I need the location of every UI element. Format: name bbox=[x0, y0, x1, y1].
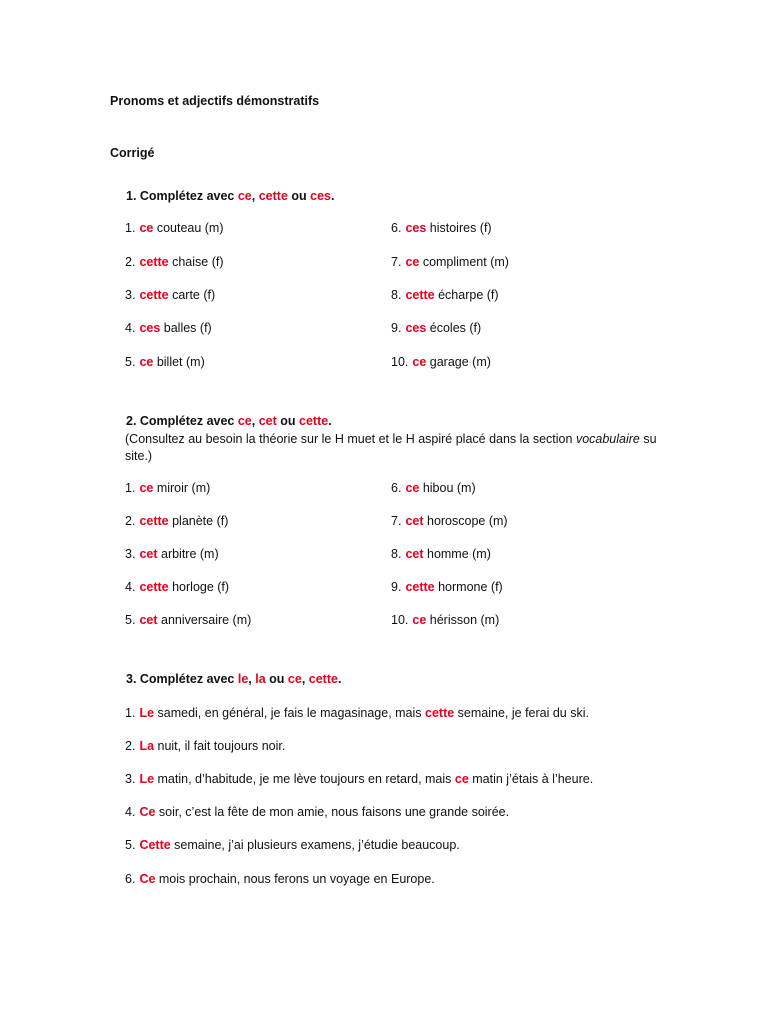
item-text: samedi, en général, je fais le magasinage, mais bbox=[154, 706, 426, 720]
item-text: hibou (m) bbox=[419, 481, 476, 495]
heading-term: ce bbox=[237, 189, 252, 203]
item-text: planète (f) bbox=[168, 514, 229, 528]
item-number: 3. bbox=[125, 547, 136, 561]
answer: ces bbox=[405, 221, 427, 235]
item-text: chaise (f) bbox=[168, 255, 224, 269]
list-item bbox=[391, 580, 503, 594]
item-text: soir, c’est la fête de mon amie, nous faisons une grande soirée. bbox=[155, 805, 510, 819]
item-number: 10. bbox=[391, 613, 409, 627]
item-text: écharpe (f) bbox=[434, 288, 499, 302]
answer: cette bbox=[405, 288, 435, 302]
item-text: homme (m) bbox=[423, 547, 491, 561]
item-text: arbitre (m) bbox=[157, 547, 219, 561]
item-text: balles (f) bbox=[160, 321, 212, 335]
heading-sep: , bbox=[248, 672, 256, 686]
answer: cette bbox=[139, 255, 169, 269]
item-number: 7. bbox=[391, 514, 402, 528]
answer: cet bbox=[139, 613, 158, 627]
answer: cette bbox=[139, 580, 169, 594]
answer: cet bbox=[405, 547, 424, 561]
item-number: 7. bbox=[391, 255, 402, 269]
item-text: horoscope (m) bbox=[423, 514, 508, 528]
heading-sep: . bbox=[328, 414, 332, 428]
heading-sep: ou bbox=[265, 672, 288, 686]
list-item bbox=[391, 221, 492, 235]
list-item bbox=[391, 288, 499, 302]
subtitle: Corrigé bbox=[110, 146, 155, 160]
heading-term: ce bbox=[237, 414, 252, 428]
exercise-2-heading bbox=[126, 414, 332, 428]
heading-term: cet bbox=[258, 414, 277, 428]
item-number: 3. bbox=[125, 772, 136, 786]
answer: La bbox=[139, 739, 155, 753]
list-item bbox=[125, 706, 589, 720]
item-number: 2. bbox=[125, 255, 136, 269]
list-item bbox=[125, 221, 224, 235]
item-number: 1. bbox=[125, 481, 136, 495]
item-text: garage (m) bbox=[426, 355, 491, 369]
item-number: 6. bbox=[391, 481, 402, 495]
heading-sep: , bbox=[251, 189, 259, 203]
item-number: 6. bbox=[391, 221, 402, 235]
list-item bbox=[125, 321, 212, 335]
exercise-3-heading bbox=[126, 672, 341, 686]
heading-term: ces bbox=[310, 189, 331, 203]
item-text: hérisson (m) bbox=[426, 613, 500, 627]
item-text: matin j’étais à l’heure. bbox=[468, 772, 594, 786]
note-text: su site.) bbox=[125, 432, 657, 463]
answer: Cette bbox=[139, 838, 171, 852]
item-number: 2. bbox=[125, 514, 136, 528]
answer: cette bbox=[139, 514, 169, 528]
item-text: mois prochain, nous ferons un voyage en Europe. bbox=[155, 872, 435, 886]
exercise-1-heading bbox=[126, 189, 334, 203]
list-item bbox=[125, 739, 285, 753]
heading-term: le bbox=[237, 672, 249, 686]
item-text: anniversaire (m) bbox=[157, 613, 252, 627]
item-number: 2. bbox=[125, 739, 136, 753]
answer: Ce bbox=[139, 872, 156, 886]
item-text: miroir (m) bbox=[153, 481, 211, 495]
item-number: 8. bbox=[391, 288, 402, 302]
item-text: billet (m) bbox=[153, 355, 205, 369]
list-item bbox=[125, 805, 509, 819]
heading-term: cette bbox=[258, 189, 288, 203]
item-number: 9. bbox=[391, 580, 402, 594]
item-text: nuit, il fait toujours noir. bbox=[154, 739, 286, 753]
heading-sep: , bbox=[251, 414, 259, 428]
answer: cette bbox=[405, 580, 435, 594]
note-text: (Consultez au besoin la théorie sur le H muet et le H aspiré placé dans la section bbox=[125, 432, 576, 446]
item-number: 1. bbox=[125, 706, 136, 720]
heading-text: 1. Complétez avec bbox=[126, 189, 238, 203]
item-text: horloge (f) bbox=[168, 580, 230, 594]
item-text: couteau (m) bbox=[153, 221, 224, 235]
answer: Ce bbox=[139, 805, 156, 819]
item-text: écoles (f) bbox=[426, 321, 482, 335]
list-item bbox=[391, 514, 508, 528]
list-item bbox=[125, 288, 215, 302]
answer: ce bbox=[454, 772, 469, 786]
heading-term: cette bbox=[308, 672, 338, 686]
heading-text: 3. Complétez avec bbox=[126, 672, 238, 686]
answer: Le bbox=[139, 706, 155, 720]
answer: Le bbox=[139, 772, 155, 786]
item-number: 3. bbox=[125, 288, 136, 302]
item-number: 4. bbox=[125, 805, 136, 819]
item-number: 5. bbox=[125, 355, 136, 369]
answer: ce bbox=[139, 481, 154, 495]
list-item bbox=[125, 580, 229, 594]
heading-sep: . bbox=[330, 189, 335, 203]
answer: cette bbox=[139, 288, 169, 302]
item-number: 4. bbox=[125, 321, 136, 335]
heading-text: 2. Complétez avec bbox=[126, 414, 238, 428]
note-emphasis: vocabulaire bbox=[575, 432, 640, 446]
answer: ces bbox=[405, 321, 427, 335]
list-item bbox=[391, 613, 499, 627]
list-item bbox=[391, 547, 491, 561]
heading-term: ce bbox=[287, 672, 302, 686]
answer: ce bbox=[412, 613, 427, 627]
item-text: carte (f) bbox=[168, 288, 216, 302]
item-number: 6. bbox=[125, 872, 136, 886]
heading-term: cette bbox=[299, 414, 329, 428]
list-item bbox=[125, 613, 251, 627]
answer: ce bbox=[139, 221, 154, 235]
heading-sep: ou bbox=[287, 189, 311, 203]
item-number: 10. bbox=[391, 355, 409, 369]
heading-sep: . bbox=[337, 672, 342, 686]
answer: ce bbox=[412, 355, 427, 369]
item-text: hormone (f) bbox=[434, 580, 503, 594]
item-number: 1. bbox=[125, 221, 136, 235]
list-item bbox=[125, 255, 224, 269]
heading-term: la bbox=[255, 672, 266, 686]
answer: cet bbox=[139, 547, 158, 561]
list-item bbox=[125, 514, 228, 528]
heading-sep: , bbox=[301, 672, 309, 686]
document-title: Pronoms et adjectifs démonstratifs bbox=[110, 94, 320, 108]
list-item bbox=[125, 872, 435, 886]
list-item bbox=[125, 772, 593, 786]
list-item bbox=[125, 481, 210, 495]
list-item bbox=[391, 355, 491, 369]
list-item bbox=[391, 481, 476, 495]
heading-sep: ou bbox=[276, 414, 300, 428]
item-number: 4. bbox=[125, 580, 136, 594]
list-item bbox=[125, 355, 205, 369]
item-text: semaine, je ferai du ski. bbox=[454, 706, 589, 720]
item-text: semaine, j’ai plusieurs examens, j’étudie beaucoup. bbox=[170, 838, 460, 852]
item-text: matin, d’habitude, je me lève toujours en retard, mais bbox=[154, 772, 455, 786]
answer: cette bbox=[425, 706, 455, 720]
item-number: 5. bbox=[125, 838, 136, 852]
answer: ce bbox=[139, 355, 154, 369]
list-item bbox=[125, 547, 219, 561]
list-item bbox=[391, 255, 509, 269]
answer: ces bbox=[139, 321, 161, 335]
list-item bbox=[125, 838, 460, 852]
answer: ce bbox=[405, 255, 420, 269]
answer: ce bbox=[405, 481, 420, 495]
exercise-2-note bbox=[125, 431, 665, 465]
item-text: histoires (f) bbox=[426, 221, 492, 235]
item-text: compliment (m) bbox=[419, 255, 509, 269]
list-item bbox=[391, 321, 481, 335]
item-number: 9. bbox=[391, 321, 402, 335]
answer: cet bbox=[405, 514, 424, 528]
item-number: 5. bbox=[125, 613, 136, 627]
item-number: 8. bbox=[391, 547, 402, 561]
